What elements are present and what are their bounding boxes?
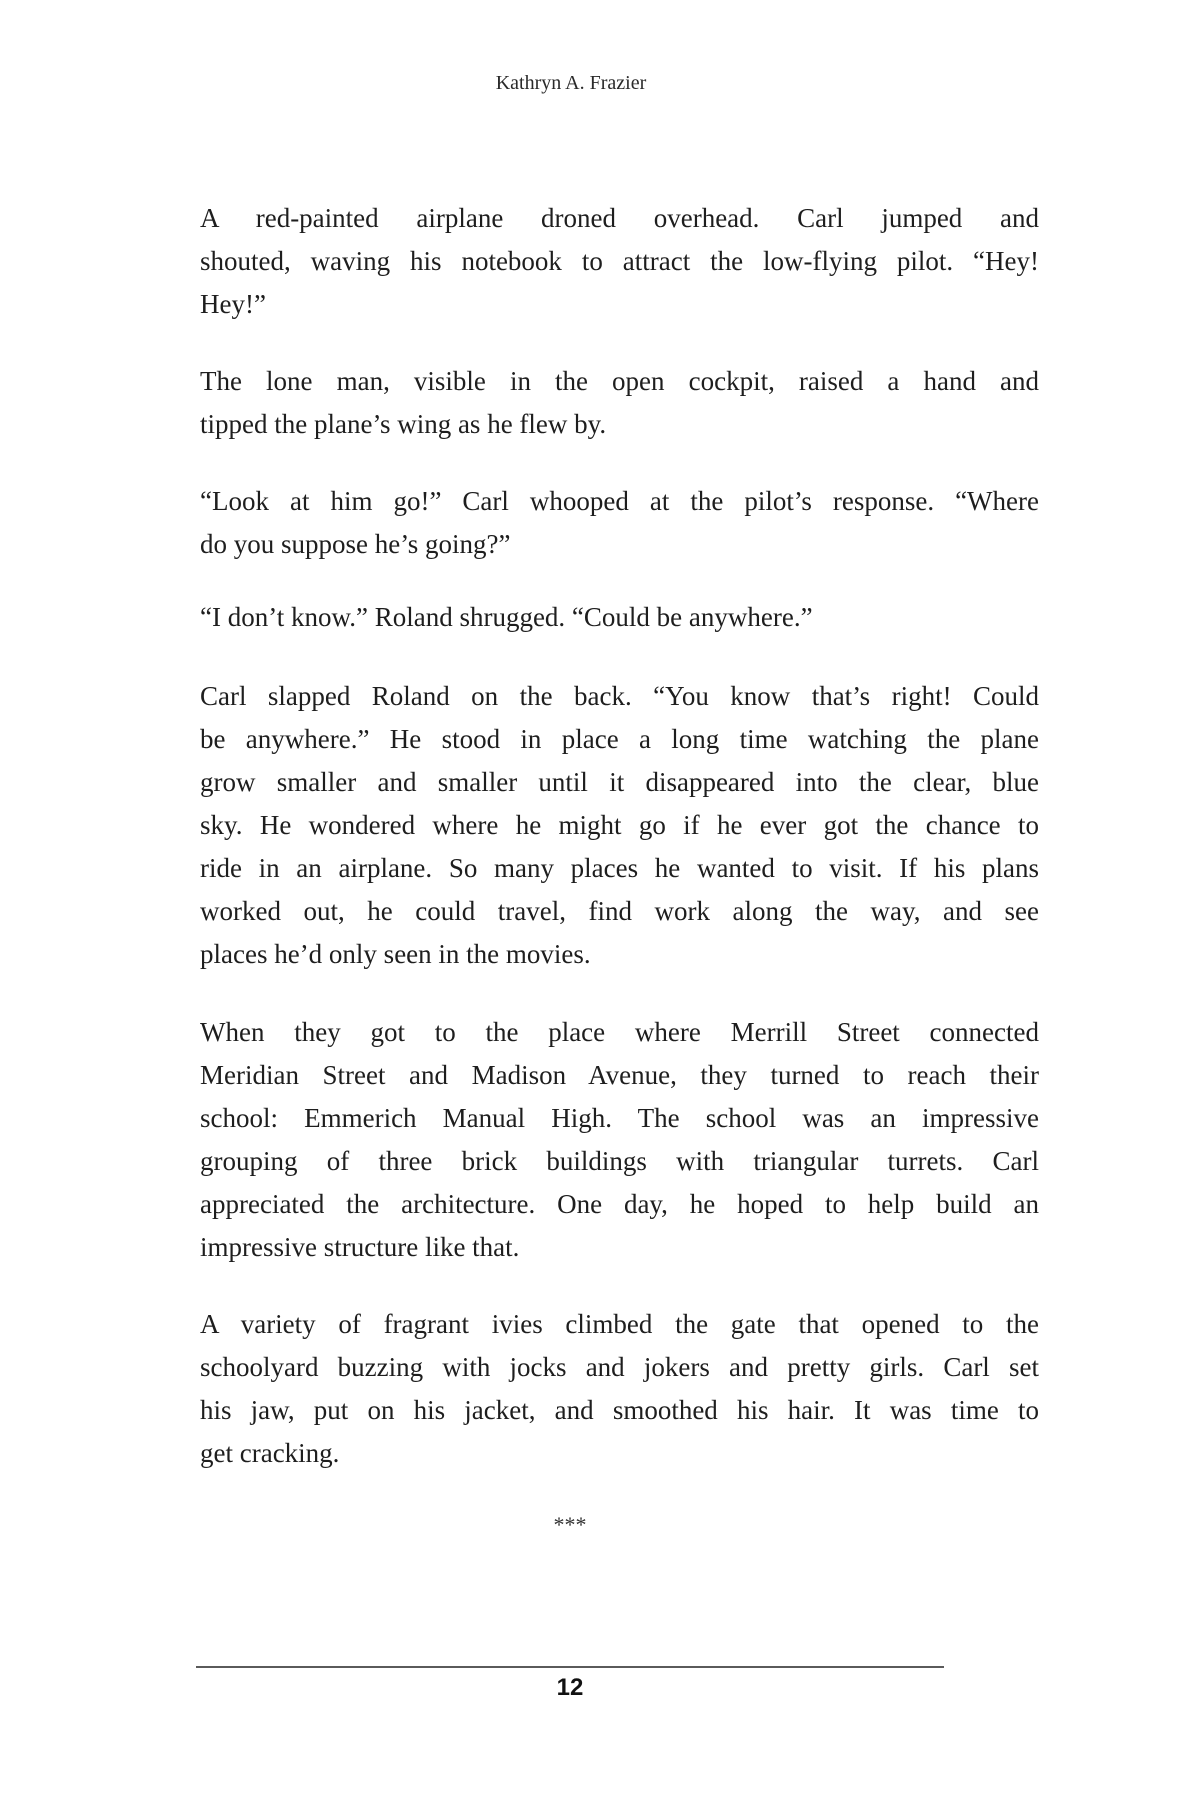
text-line: impressive structure like that. [200, 1232, 520, 1262]
text-line: tipped the plane’s wing as he flew by. [200, 409, 607, 439]
text-line: shouted, waving his notebook to attract the low-flying pilot. “Hey! [200, 246, 1039, 276]
text-line: Meridian Street and Madison Avenue, they turned to reach their [200, 1060, 1039, 1090]
text-line: do you suppose he’s going?” [200, 529, 511, 559]
page-number: 12 [556, 1674, 584, 1701]
footer-divider [196, 1666, 944, 1668]
text-line: When they got to the place where Merrill Street connected [200, 1017, 1039, 1047]
text-line: places he’d only seen in the movies. [200, 939, 591, 969]
text-line: school: Emmerich Manual High. The school was an impressive [200, 1103, 1039, 1133]
text-line: grouping of three brick buildings with triangular turrets. Carl [200, 1146, 1039, 1176]
text-line: “Look at him go!” Carl whooped at the pilot’s response. “Where [200, 486, 1039, 516]
running-header-author: Kathryn A. Frazier [495, 72, 647, 94]
text-line: A variety of fragrant ivies climbed the gate that opened to the [200, 1309, 1039, 1339]
paragraph-1 [200, 197, 1039, 326]
paragraph-6 [200, 1011, 1039, 1269]
text-line: his jaw, put on his jacket, and smoothed his hair. It was time to [200, 1395, 1039, 1425]
text-line: appreciated the architecture. One day, he hoped to help build an [200, 1189, 1039, 1219]
text-line: Hey!” [200, 289, 266, 319]
text-line: Carl slapped Roland on the back. “You know that’s right! Could [200, 681, 1039, 711]
scene-break: *** [553, 1512, 587, 1537]
text-line: A red-painted airplane droned overhead. Carl jumped and [200, 203, 1039, 233]
text-line: sky. He wondered where he might go if he ever got the chance to [200, 810, 1039, 840]
text-line: The lone man, visible in the open cockpit, raised a hand and [200, 366, 1039, 396]
paragraph-3 [200, 480, 1039, 566]
paragraph-7 [200, 1303, 1039, 1475]
paragraph-4 [200, 596, 1039, 639]
text-line: ride in an airplane. So many places he wanted to visit. If his plans [200, 853, 1039, 883]
text-line: get cracking. [200, 1438, 340, 1468]
text-line: worked out, he could travel, find work along the way, and see [200, 896, 1039, 926]
text-line: schoolyard buzzing with jocks and jokers and pretty girls. Carl set [200, 1352, 1039, 1382]
paragraph-5 [200, 675, 1039, 976]
text-line: be anywhere.” He stood in place a long time watching the plane [200, 724, 1039, 754]
paragraph-2 [200, 360, 1039, 446]
text-line: grow smaller and smaller until it disappeared into the clear, blue [200, 767, 1039, 797]
text-line: “I don’t know.” Roland shrugged. “Could be anywhere.” [200, 602, 813, 632]
